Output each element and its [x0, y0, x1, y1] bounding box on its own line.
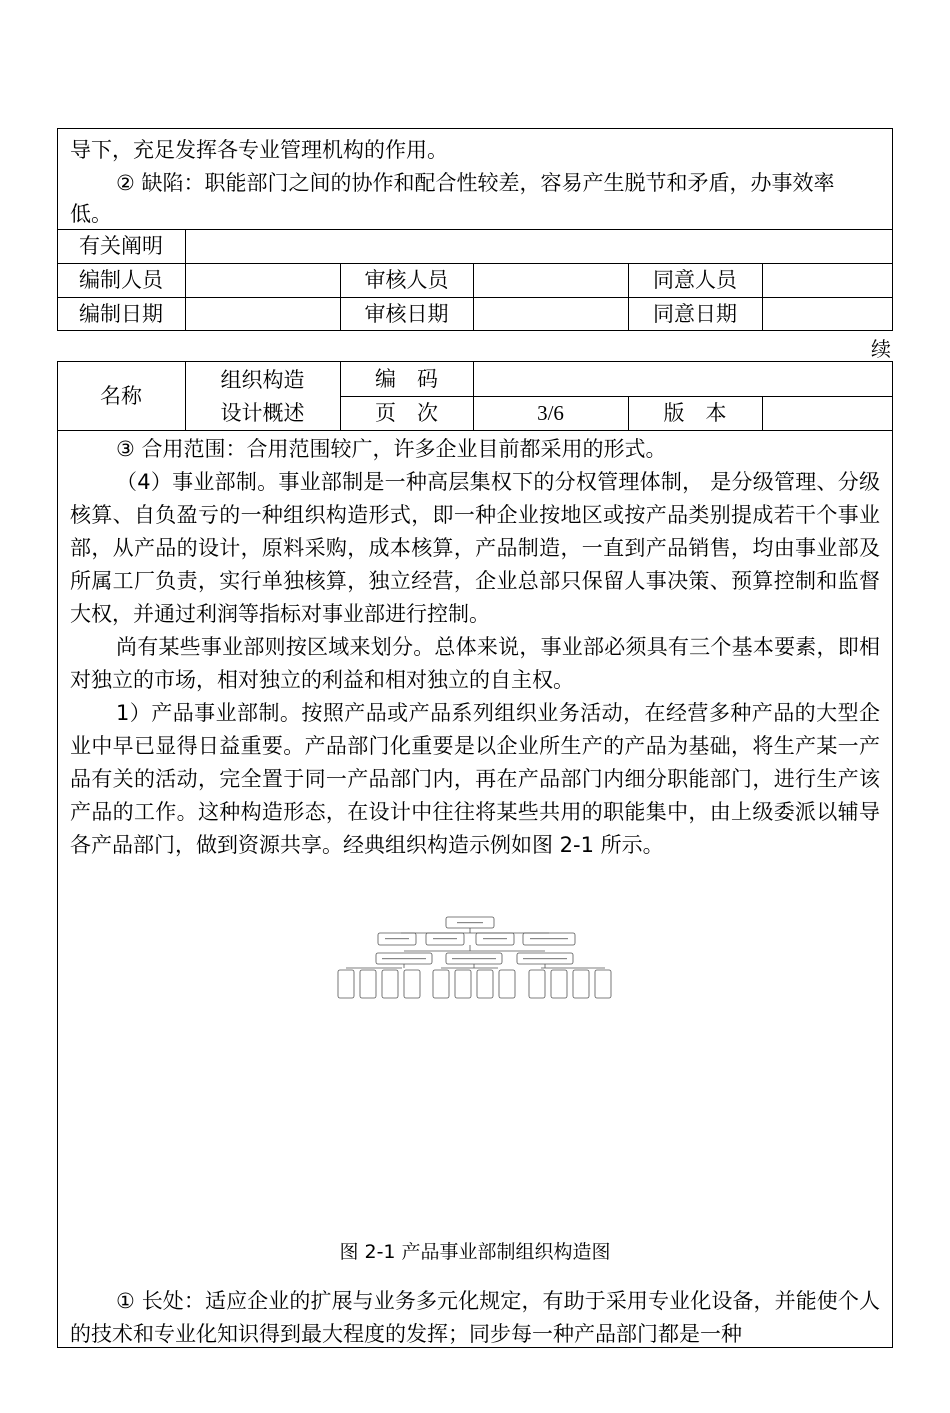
- code-label: 编 码: [375, 367, 438, 391]
- org-node-leaf: [573, 970, 589, 998]
- page-label: 页 次: [375, 401, 438, 425]
- version-label: 版 本: [663, 401, 727, 425]
- org-node-leaf: [499, 970, 515, 998]
- column-divider: [185, 229, 186, 331]
- paragraph-scope: ③ 合用范围：合用范围较广，许多企业目前都采用的形式。: [116, 437, 667, 461]
- header-bottom-divider: [57, 430, 893, 431]
- org-node-leaf: [477, 970, 493, 998]
- top-text-line-3: 低。: [70, 202, 112, 226]
- compile-date-label: 编制日期: [79, 302, 163, 326]
- org-node-leaf: [404, 970, 420, 998]
- reviewer-label: 审核人员: [364, 268, 449, 292]
- column-divider: [762, 263, 763, 331]
- org-node-leaf: [382, 970, 398, 998]
- notes-label: 有关阐明: [79, 234, 163, 258]
- org-node-leaf: [360, 970, 376, 998]
- review-date-label: 审核日期: [364, 302, 449, 326]
- continued-label: 续: [871, 337, 891, 361]
- org-node-leaf: [595, 970, 611, 998]
- paragraph-division-elements: 尚有某些事业部则按区域来划分。总体来说，事业部必须具有三个基本要素，即相对独立的市场，相对独立的利益和相对独立的自主权。: [70, 635, 880, 692]
- org-node-leaf: [455, 970, 471, 998]
- org-chart-figure: [333, 915, 617, 1001]
- paragraph-division-system: （4）事业部制。事业部制是一种高层集权下的分权管理体制， 是分级管理、分级核算、自负盈亏的一种组织构造形式，即一种企业按地区或按产品类别提成若干个事业部，从产品的设计，原料采购，成本核算，产品制造，一直到产品销售，均由事业部及所属工厂负责，实行单独核算，独立经营，企业总部只保留人事决策、预算控制和监督大权，并通过利润等指标对事业部进行控制。: [70, 470, 880, 626]
- org-node-leaf: [551, 970, 567, 998]
- paragraph-advantages: ① 长处：适应企业的扩展与业务多元化规定，有助于采用专业化设备，并能使个人的技术和专业化知识得到最大程度的发挥；同步每一种产品部门都是一种: [70, 1289, 880, 1346]
- name-value-line-2: 设计概述: [220, 401, 305, 425]
- name-value-line-1: 组织构造: [220, 368, 305, 392]
- column-divider: [762, 396, 763, 430]
- top-text-line-2: ② 缺陷：职能部门之间的协作和配合性较差，容易产生脱节和矛盾，办事效率: [116, 171, 835, 195]
- org-node-leaf: [338, 970, 354, 998]
- approver-label: 同意人员: [653, 268, 737, 292]
- column-divider: [473, 263, 474, 331]
- page-value: 3/6: [537, 401, 564, 425]
- approve-date-label: 同意日期: [653, 302, 737, 326]
- org-node-leaf: [529, 970, 545, 998]
- compiler-label: 编制人员: [79, 268, 163, 292]
- name-label: 名称: [100, 384, 142, 408]
- org-node-leaf: [433, 970, 449, 998]
- top-text-line-1: 导下，充足发挥各专业管理机构的作用。: [70, 138, 448, 162]
- paragraph-product-division: 1）产品事业部制。按照产品或产品系列组织业务活动，在经营多种产品的大型企业中早已显得日益重要。产品部门化重要是以企业所生产的产品为基础，将生产某一产品有关的活动，完全置于同一产品部门内，再在产品部门内细分职能部门，进行生产该产品的工作。这种构造形态，在设计中往往将某些共用的职能集中，由上级委派以辅导各产品部门，做到资源共享。经典组织构造示例如图 2-1 所示。: [70, 701, 880, 857]
- figure-caption: 图 2-1 产品事业部制组织构造图: [339, 1241, 611, 1263]
